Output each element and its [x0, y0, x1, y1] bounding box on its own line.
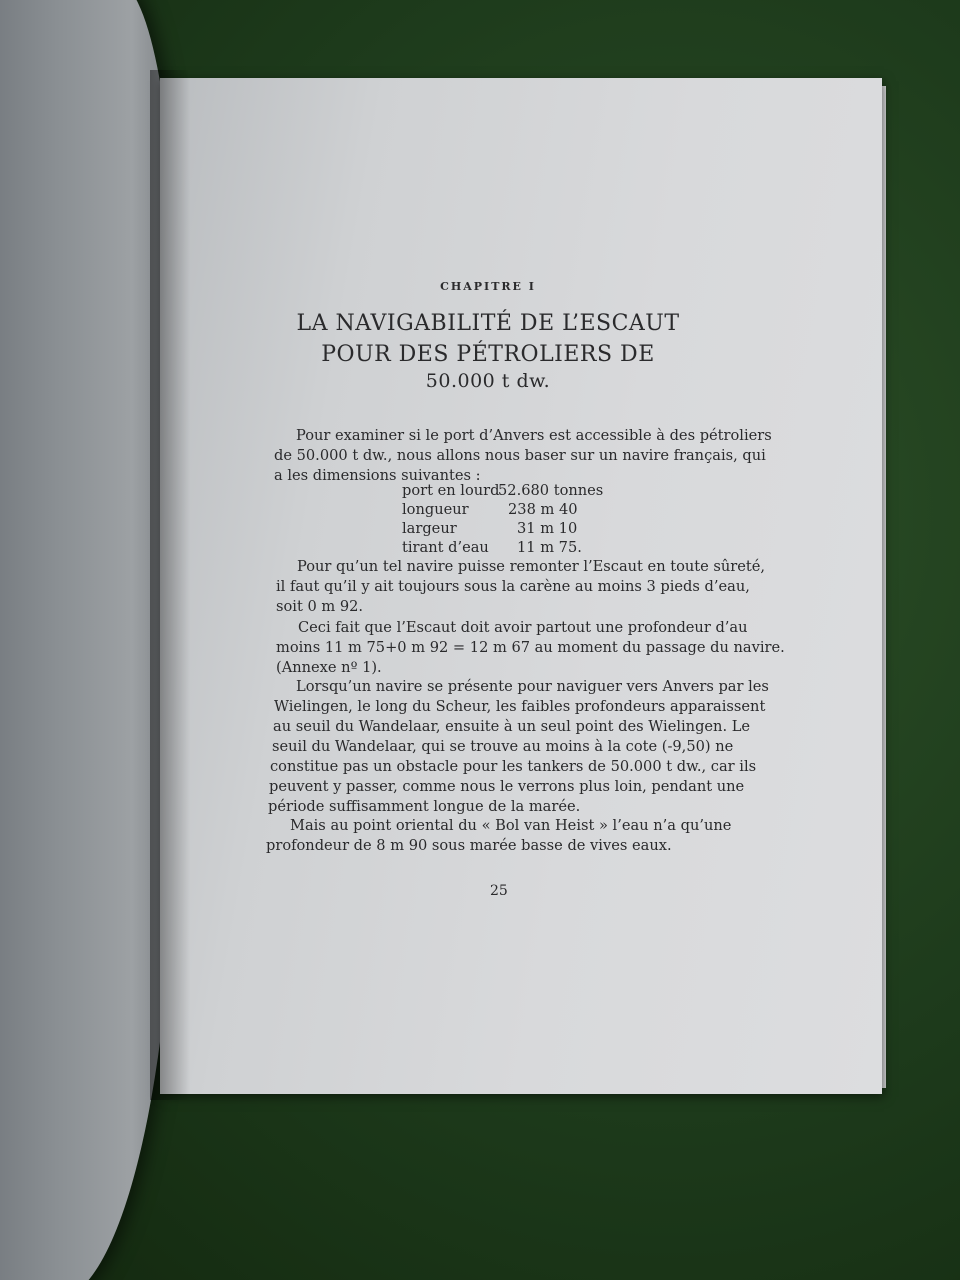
paragraph-5-line-1: Mais au point oriental du « Bol van Heist » l’eau n’a qu’une [290, 817, 732, 834]
paragraph-1-line-2: de 50.000 t dw., nous allons nous baser sur un navire français, qui [274, 447, 766, 464]
page-number: 25 [490, 883, 508, 899]
paragraph-3-line-2: moins 11 m 75+0 m 92 = 12 m 67 au moment du passage du navire. [276, 639, 785, 656]
paragraph-5-line-2: profondeur de 8 m 90 sous marée basse de vives eaux. [266, 837, 672, 854]
paragraph-4-line-1: Lorsqu’un navire se présente pour naviguer vers Anvers par les [296, 678, 769, 695]
paragraph-4-line-3: au seuil du Wandelaar, ensuite à un seul point des Wielingen. Le [273, 718, 751, 735]
dimension-label: port en lourd [402, 482, 500, 499]
title-line-2: POUR DES PÉTROLIERS DE [321, 342, 655, 367]
paragraph-2-line-3: soit 0 m 92. [276, 598, 364, 615]
dimension-label: longueur [402, 501, 469, 518]
paragraph-1-line-1: Pour examiner si le port d’Anvers est accessible à des pétroliers [296, 427, 772, 444]
dimension-label: largeur [402, 520, 457, 537]
paragraph-2-line-1: Pour qu’un tel navire puisse remonter l’Escaut en toute sûreté, [297, 558, 766, 575]
facing-page [0, 0, 175, 1280]
title-line-3: 50.000 t dw. [425, 370, 551, 392]
paragraph-4-line-5: constitue pas un obstacle pour les tankers de 50.000 t dw., car ils [270, 758, 757, 775]
paragraph-4-line-4: seuil du Wandelaar, qui se trouve au moins à la cote (-9,50) ne [272, 738, 734, 755]
paragraph-3-line-3: (Annexe nº 1). [276, 659, 382, 676]
dimension-value: 52.680 tonnes [498, 482, 604, 499]
paragraph-4-line-7: période suffisamment longue de la marée. [268, 798, 581, 815]
gutter-shadow [150, 70, 190, 1100]
chapter-label: CHAPITRE I [440, 280, 536, 293]
dimension-value: 31 m 10 [517, 520, 578, 537]
dimension-value: 238 m 40 [508, 501, 578, 518]
dimension-value: 11 m 75. [517, 539, 582, 556]
paragraph-2-line-2: il faut qu’il y ait toujours sous la carène au moins 3 pieds d’eau, [276, 578, 750, 595]
paragraph-4-line-6: peuvent y passer, comme nous le verrons plus loin, pendant une [269, 778, 745, 795]
title-line-1: LA NAVIGABILITÉ DE L’ESCAUT [296, 311, 680, 336]
paragraph-4-line-2: Wielingen, le long du Scheur, les faibles profondeurs apparaissent [274, 698, 766, 715]
paragraph-3-line-1: Ceci fait que l’Escaut doit avoir partout une profondeur d’au [298, 619, 748, 636]
paragraph-1-line-3: a les dimensions suivantes : [274, 467, 481, 484]
dimension-label: tirant d’eau [402, 539, 489, 556]
